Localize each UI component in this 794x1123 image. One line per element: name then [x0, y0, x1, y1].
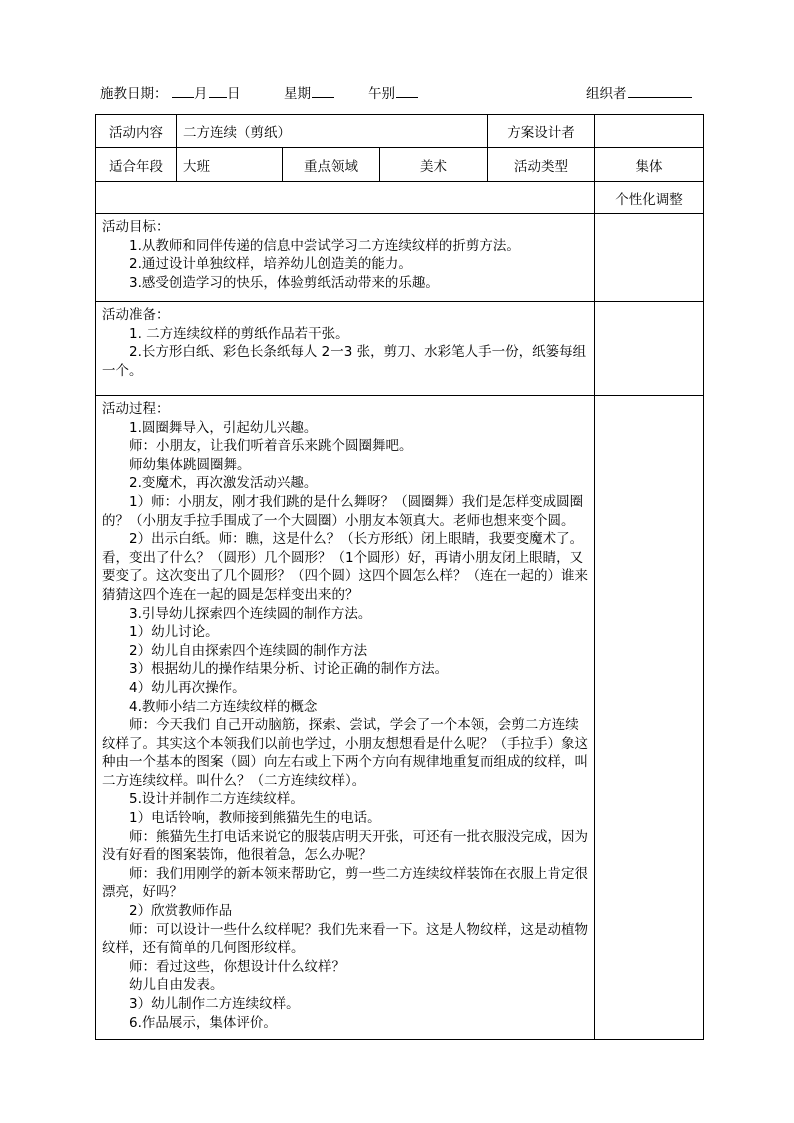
- day-blank: [209, 82, 227, 102]
- content-label: 活动内容: [96, 115, 177, 148]
- prep-section: [96, 302, 595, 396]
- table-row: [96, 115, 704, 148]
- process-line: 2.变魔术，再次激发活动兴趣。: [129, 475, 318, 492]
- process-line: 4）幼儿再次操作。: [129, 679, 246, 696]
- table-row: [96, 214, 704, 302]
- process-line: 5.设计并制作二方连续纹样。: [129, 791, 304, 808]
- blank-cell: [96, 182, 595, 214]
- process-line: 6.作品展示，集体评价。: [129, 1014, 277, 1031]
- process-line: 3.引导幼儿探索四个连续圆的制作方法。: [129, 605, 372, 622]
- table-row: [96, 148, 704, 182]
- process-line: 师：小朋友，让我们听着音乐来跳个圆圈舞吧。: [129, 438, 413, 455]
- goal-line: 1.从教师和同伴传递的信息中尝试学习二方连续纹样的折剪方法。: [129, 237, 520, 254]
- table-row: [96, 182, 704, 214]
- grade-label: 适合年段: [96, 148, 177, 182]
- process-line: 3）幼儿制作二方连续纹样。: [129, 996, 300, 1012]
- process-line: 4.教师小结二方连续纹样的概念: [129, 698, 318, 715]
- process-line: 师：熊猫先生打电话来说它的服装店明天开张，可还有一批衣服没完成，因为没有好看的图案装饰，他很着急，怎么办呢？: [102, 828, 588, 864]
- organizer-blank: [628, 82, 692, 102]
- adjust-cell: [595, 396, 704, 1040]
- grade-value: 大班: [177, 148, 283, 182]
- date-label: 施教日期：: [100, 86, 168, 102]
- process-line: 幼儿自由发表。: [129, 977, 224, 994]
- day-label: 日: [227, 86, 241, 102]
- process-line: 2）幼儿自由探索四个连续圆的制作方法: [129, 642, 368, 659]
- adjust-cell: [595, 214, 704, 302]
- goal-line: 2.通过设计单独纹样，培养幼儿创造美的能力。: [129, 256, 412, 273]
- session-blank: [396, 82, 418, 102]
- table-row: [96, 396, 704, 1040]
- goals-section: [96, 214, 595, 302]
- weekday-label: 星期: [284, 86, 311, 102]
- process-line: 1）幼儿讨论。: [129, 624, 219, 641]
- domain-label: 重点领域: [283, 148, 380, 182]
- process-section: [96, 396, 595, 1040]
- type-value: 集体: [595, 148, 704, 182]
- lesson-plan-table: [95, 114, 704, 1040]
- process-line: 2）出示白纸。师：瞧，这是什么？（长方形纸）闭上眼睛，我要变魔术了。看，变出了什么？（圆形）几个圆形？（1个圆形）好，再请小朋友闭上眼睛，又要变了。这次变出了几个圆形？（四个圆）这四个圆怎么样？（连在一起的）谁来猜猜这四个连在一起的圆是怎样变出来的？: [102, 531, 588, 603]
- organizer-label: 组织者: [586, 86, 627, 102]
- process-line: 1）电话铃响，教师接到熊猫先生的电话。: [129, 810, 381, 827]
- process-line: 师：可以设计一些什么纹样呢？我们先来看一下。这是人物纹样，这是动植物纹样，还有简单的几何图形纹样。: [102, 921, 588, 957]
- weekday-blank: [312, 82, 334, 102]
- prep-title: 活动准备：: [102, 307, 170, 323]
- prep-line: 2.长方形白纸、彩色长条纸每人 2一3 张，剪刀、水彩笔人手一份，纸篓每组一个。: [102, 344, 587, 379]
- goals-title: 活动目标：: [102, 219, 170, 235]
- session-label: 午别: [368, 86, 395, 102]
- goal-line: 3.感受创造学习的快乐，体验剪纸活动带来的乐趣。: [129, 274, 439, 291]
- designer-label: 方案设计者: [488, 115, 595, 148]
- domain-value: 美术: [380, 148, 488, 182]
- adjust-label: 个性化调整: [595, 182, 704, 214]
- process-line: 1.圆圈舞导入，引起幼儿兴趣。: [129, 419, 318, 436]
- process-line: 1）师：小朋友，刚才我们跳的是什么舞呀？（圆圈舞）我们是怎样变成圆圈的？（小朋友手拉手围成了一个大圆圈）小朋友本领真大。老师也想来变个圆。: [102, 493, 584, 529]
- adjust-cell: [595, 302, 704, 396]
- process-line: 师幼集体跳圆圈舞。: [129, 456, 251, 473]
- prep-line: 1. 二方连续纹样的剪纸作品若干张。: [129, 325, 349, 342]
- designer-value: [595, 115, 704, 148]
- type-label: 活动类型: [488, 148, 595, 182]
- process-line: 师：今天我们 自己开动脑筋，探索、尝试，学会了一个本领，会剪二方连续纹样了。其实这个本领我们以前也学过，小朋友想想看是什么呢？（手拉手）象这种由一个基本的图案（圆）向左右或上下两个方向有规律地重复而组成的纹样，叫二方连续纹样。叫什么？（二方连续纹样）。: [102, 717, 588, 789]
- process-line: 师：我们用刚学的新本领来帮助它，剪一些二方连续纹样装饰在衣服上肯定很漂亮，好吗？: [102, 865, 588, 901]
- month-blank: [172, 82, 194, 102]
- process-line: 3）根据幼儿的操作结果分析、讨论正确的制作方法。: [129, 661, 449, 678]
- process-line: 2）欣赏教师作品: [129, 903, 233, 920]
- month-label: 月: [194, 86, 208, 102]
- process-line: 师：看过这些，你想设计什么纹样？: [129, 958, 345, 975]
- table-row: [96, 302, 704, 396]
- process-title: 活动过程：: [102, 401, 170, 417]
- lesson-header: [100, 82, 700, 104]
- content-value: 二方连续（剪纸）: [177, 115, 488, 148]
